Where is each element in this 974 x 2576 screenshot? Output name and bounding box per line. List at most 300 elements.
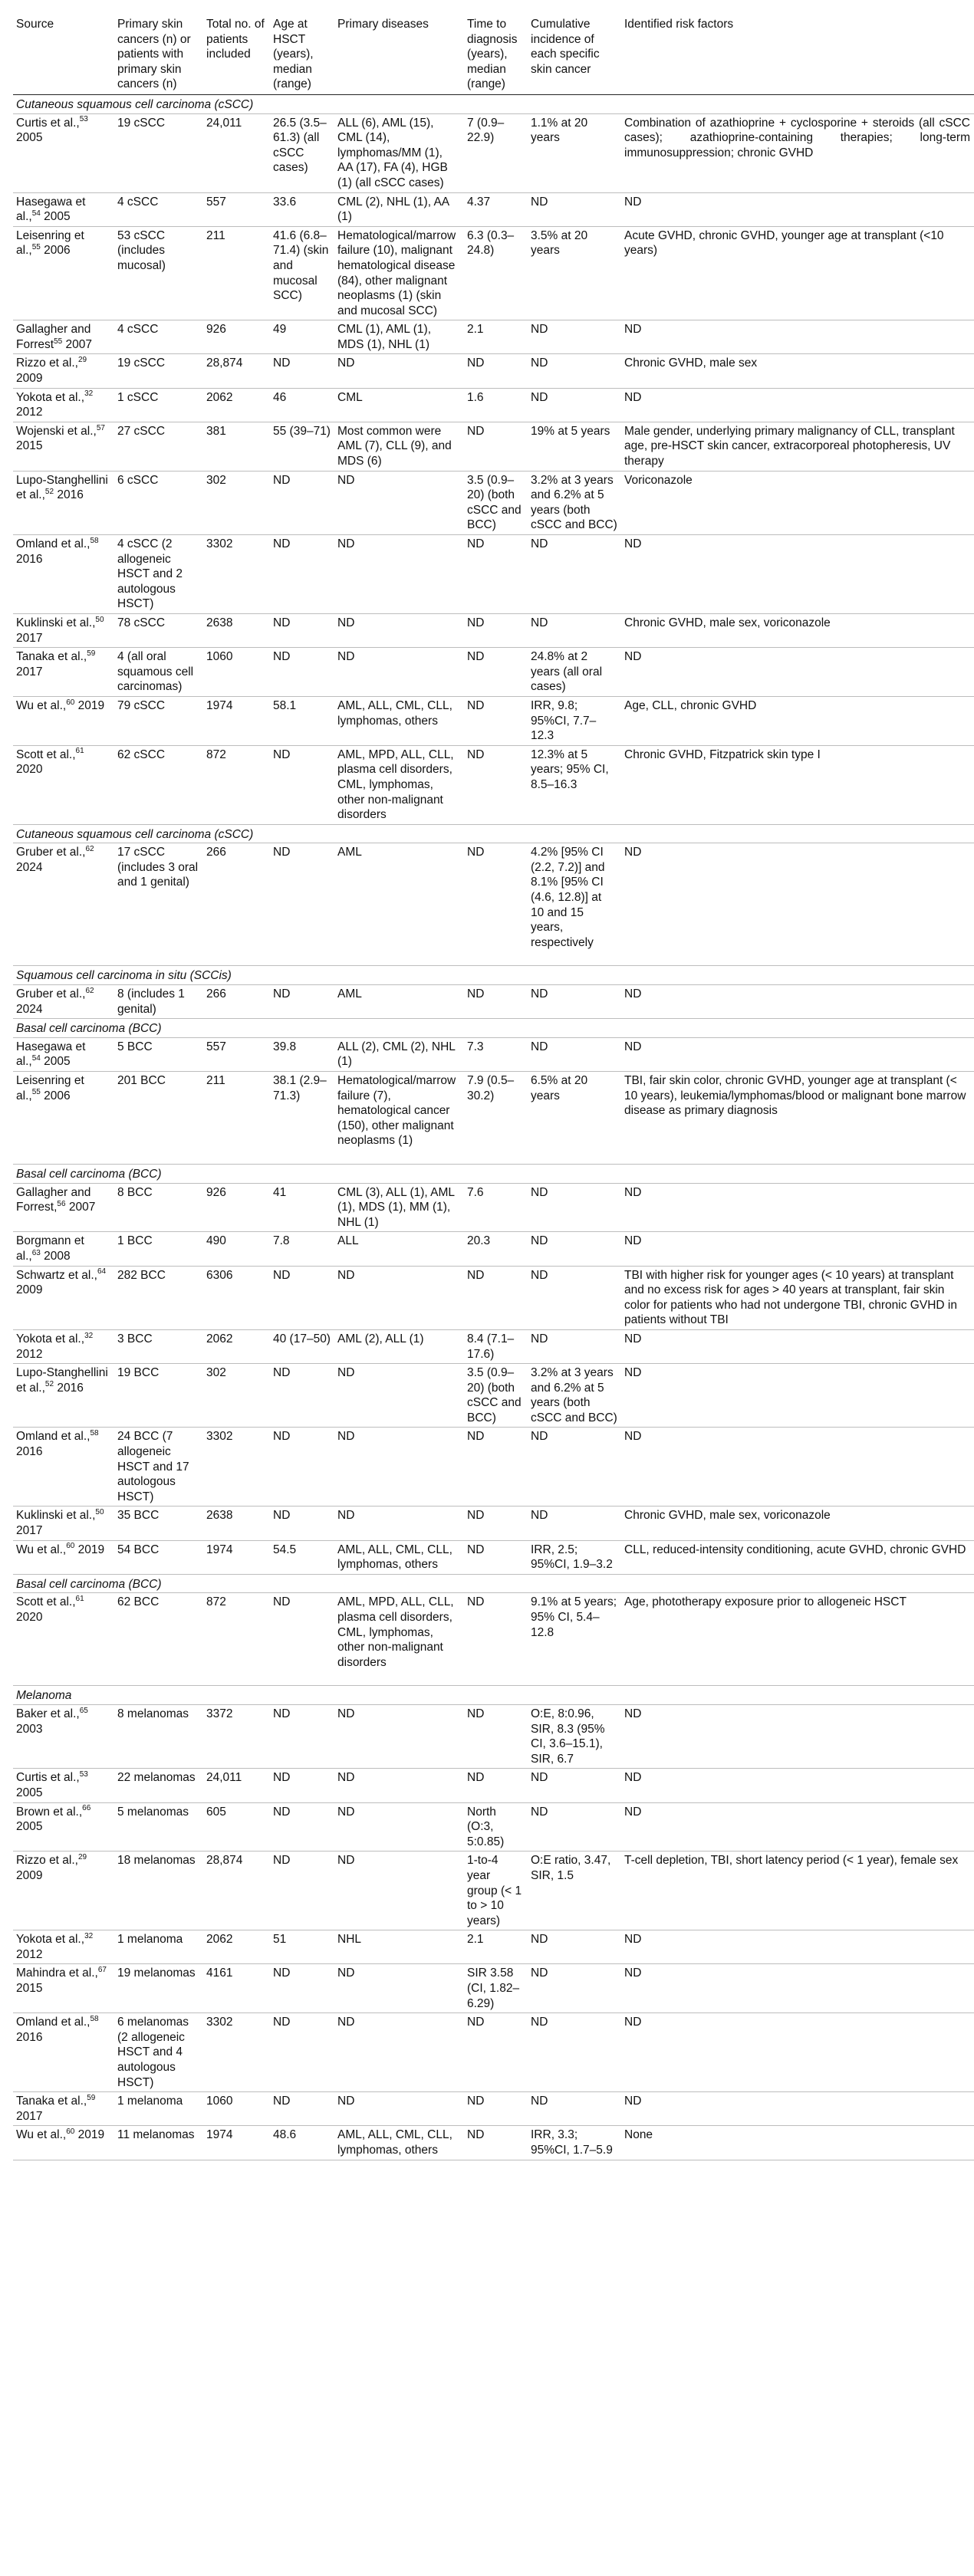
source-authors: Lupo-Stanghellini et al., [16,473,108,502]
time-to-diagnosis-cell: ND [464,745,528,824]
source-cell [13,843,114,966]
reference-number: 50 [95,1508,104,1517]
reference-number: 52 [44,487,54,496]
primary-skin-cancers-cell: 4 cSCC [114,320,203,354]
time-to-diagnosis-cell: ND [464,1593,528,1686]
primary-skin-cancers-cell: 282 BCC [114,1266,203,1329]
total-patients-cell: 3302 [203,2013,270,2092]
total-patients-cell: 872 [203,745,270,824]
cumulative-incidence-cell: IRR, 2.5; 95%CI, 1.9–3.2 [528,1540,621,1574]
primary-diseases-cell: ND [334,1704,464,1768]
source-cell [13,1183,114,1232]
total-patients-cell: 4161 [203,1964,270,2013]
primary-skin-cancers-cell: 62 BCC [114,1593,203,1686]
section-heading: Basal cell carcinoma (BCC) [13,1164,974,1183]
source-year: 2012 [16,1347,43,1361]
risk-factors-cell: CLL, reduced-intensity conditioning, acute GVHD, chronic GVHD [621,1540,974,1574]
risk-factors-cell: ND [621,648,974,697]
age-at-hsct-cell: 54.5 [270,1540,334,1574]
source-year: 2007 [65,337,93,351]
reference-number: 56 [57,1199,66,1208]
primary-diseases-cell: Most common were AML (7), CLL (9), and MDS (6) [334,422,464,471]
primary-skin-cancers-cell: 4 cSCC (2 allogeneic HSCT and 2 autologous HSCT) [114,535,203,614]
primary-diseases-cell: AML, ALL, CML, CLL, lymphomas, others [334,1540,464,1574]
primary-diseases-cell: CML (3), ALL (1), AML (1), MDS (1), MM (1), NHL (1) [334,1183,464,1232]
table-row [13,192,974,226]
primary-skin-cancers-cell: 78 cSCC [114,613,203,647]
source-authors: Kuklinski et al., [16,616,96,629]
source-authors: Mahindra et al., [16,1967,98,1980]
table-header-row [13,2,974,94]
age-at-hsct-cell: ND [270,1704,334,1768]
source-cell [13,226,114,320]
reference-number: 65 [79,1706,88,1715]
source-authors: Omland et al., [16,2016,90,2029]
cumulative-incidence-cell: ND [528,354,621,388]
source-year: 2005 [16,1786,43,1799]
source-cell [13,192,114,226]
reference-number: 50 [95,615,104,624]
source-authors: Rizzo et al., [16,1854,78,1868]
source-authors: Schwartz et al., [16,1268,97,1282]
age-at-hsct-cell: ND [270,613,334,647]
primary-skin-cancers-cell: 1 cSCC [114,388,203,422]
reference-number: 58 [90,536,99,545]
primary-diseases-cell: Hematological/marrow failure (10), malignant hematological disease (84), other malignant neoplasms (1) (skin and mucosal SCC) [334,226,464,320]
primary-skin-cancers-cell: 8 (includes 1 genital) [114,985,203,1019]
time-to-diagnosis-cell: 7.9 (0.5–30.2) [464,1072,528,1165]
cumulative-incidence-cell: ND [528,2092,621,2126]
primary-skin-cancers-cell: 53 cSCC (includes mucosal) [114,226,203,320]
primary-skin-cancers-cell: 1 melanoma [114,1930,203,1964]
age-at-hsct-cell: ND [270,745,334,824]
source-authors: Wu et al., [16,1543,67,1556]
source-authors: Wu et al., [16,2128,67,2142]
source-cell [13,696,114,745]
age-at-hsct-cell: ND [270,1266,334,1329]
source-cell [13,1364,114,1428]
time-to-diagnosis-cell: ND [464,422,528,471]
risk-factors-cell: ND [621,1329,974,1363]
table-row [13,1037,974,1071]
source-year: 2003 [16,1722,43,1736]
age-at-hsct-cell: ND [270,843,334,966]
age-at-hsct-cell: 49 [270,320,334,354]
table-row [13,2013,974,2092]
cumulative-incidence-cell: ND [528,320,621,354]
table-row [13,843,974,966]
source-cell [13,1072,114,1165]
source-year: 2020 [16,1611,43,1624]
time-to-diagnosis-cell: 7.6 [464,1183,528,1232]
source-year: 2008 [44,1249,71,1263]
risk-factors-cell: None [621,2126,974,2160]
risk-factors-cell: ND [621,1964,974,2013]
cumulative-incidence-cell: ND [528,1266,621,1329]
age-at-hsct-cell: 55 (39–71) [270,422,334,471]
cumulative-incidence-cell: 9.1% at 5 years; 95% CI, 5.4–12.8 [528,1593,621,1686]
source-cell [13,1964,114,2013]
risk-factors-cell: ND [621,1037,974,1071]
primary-skin-cancers-cell: 4 cSCC [114,192,203,226]
source-year: 2016 [16,2030,43,2044]
time-to-diagnosis-cell: ND [464,843,528,966]
source-year: 2019 [77,1543,105,1556]
risk-factors-cell: ND [621,1232,974,1266]
reference-number: 62 [85,845,94,854]
source-year: 2005 [44,1055,71,1069]
risk-factors-cell: T-cell depletion, TBI, short latency period (< 1 year), female sex [621,1852,974,1930]
time-to-diagnosis-cell: 20.3 [464,1232,528,1266]
source-authors: Borgmann et al., [16,1234,84,1263]
source-year: 2015 [16,1982,43,1996]
source-year: 2019 [77,698,105,712]
age-at-hsct-cell: 26.5 (3.5–61.3) (all cSCC cases) [270,113,334,192]
primary-skin-cancers-cell: 201 BCC [114,1072,203,1165]
primary-diseases-cell: AML, MPD, ALL, CLL, plasma cell disorders, CML, lymphomas, other non-malignant disorders [334,745,464,824]
primary-skin-cancers-cell: 35 BCC [114,1506,203,1540]
source-cell [13,1769,114,1802]
source-year: 2005 [16,131,43,145]
source-authors: Omland et al., [16,537,90,550]
cumulative-incidence-cell: 19% at 5 years [528,422,621,471]
section-heading: Basal cell carcinoma (BCC) [13,1574,974,1593]
source-cell [13,985,114,1019]
source-authors: Gallagher and Forrest [16,323,91,351]
source-cell [13,1506,114,1540]
source-authors: Tanaka et al., [16,2095,87,2108]
source-authors: Hasegawa et al., [16,195,86,224]
reference-number: 60 [66,1542,75,1551]
primary-diseases-cell: ND [334,1266,464,1329]
primary-skin-cancers-cell: 5 melanomas [114,1802,203,1852]
reference-number: 64 [97,1267,107,1276]
primary-diseases-cell: AML (2), ALL (1) [334,1329,464,1363]
time-to-diagnosis-cell: SIR 3.58 (CI, 1.82–6.29) [464,1964,528,2013]
source-authors: Hasegawa et al., [16,1040,86,1069]
total-patients-cell: 266 [203,843,270,966]
primary-skin-cancers-cell: 54 BCC [114,1540,203,1574]
table-row [13,2126,974,2160]
reference-number: 60 [66,698,75,707]
table-row [13,471,974,534]
risk-factors-cell: Male gender, underlying primary malignancy of CLL, transplant age, pre-HSCT skin cancer, extracorporeal photopheresis, UV therapy [621,422,974,471]
total-patients-cell: 2638 [203,1506,270,1540]
cumulative-incidence-cell: O:E, 8:0.96, SIR, 8.3 (95% CI, 3.6–15.1), SIR, 6.7 [528,1704,621,1768]
age-at-hsct-cell: 46 [270,388,334,422]
time-to-diagnosis-cell: 2.1 [464,320,528,354]
age-at-hsct-cell: ND [270,535,334,614]
time-to-diagnosis-cell: 3.5 (0.9–20) (both cSCC and BCC) [464,1364,528,1428]
risk-factors-cell: Age, phototherapy exposure prior to allogeneic HSCT [621,1593,974,1686]
cumulative-incidence-cell: ND [528,192,621,226]
source-year: 2017 [16,665,43,678]
risk-factors-cell: Chronic GVHD, Fitzpatrick skin type I [621,745,974,824]
source-authors: Yokota et al., [16,1332,85,1346]
age-at-hsct-cell: ND [270,1506,334,1540]
table-row [13,1072,974,1165]
reference-number: 32 [84,1331,94,1340]
source-cell [13,320,114,354]
cumulative-incidence-cell: ND [528,1964,621,2013]
header-time-to-diagnosis: Time to diagnosis (years), median (range) [464,2,528,94]
time-to-diagnosis-cell: ND [464,648,528,697]
cumulative-incidence-cell: ND [528,1769,621,1802]
age-at-hsct-cell: 7.8 [270,1232,334,1266]
time-to-diagnosis-cell: 4.37 [464,192,528,226]
cumulative-incidence-cell: 1.1% at 20 years [528,113,621,192]
reference-number: 59 [87,649,96,658]
age-at-hsct-cell: 41.6 (6.8–71.4) (skin and mucosal SCC) [270,226,334,320]
source-cell [13,648,114,697]
cumulative-incidence-cell: ND [528,1930,621,1964]
age-at-hsct-cell: ND [270,354,334,388]
time-to-diagnosis-cell: 7.3 [464,1037,528,1071]
total-patients-cell: 2638 [203,613,270,647]
cumulative-incidence-cell: ND [528,1037,621,1071]
risk-factors-cell: ND [621,535,974,614]
time-to-diagnosis-cell: 1.6 [464,388,528,422]
reference-number: 54 [31,209,41,218]
primary-diseases-cell: ND [334,1964,464,2013]
source-year: 2009 [16,372,43,386]
age-at-hsct-cell: ND [270,1802,334,1852]
source-cell [13,1704,114,1768]
total-patients-cell: 926 [203,1183,270,1232]
primary-skin-cancers-cell: 6 melanomas (2 allogeneic HSCT and 4 autologous HSCT) [114,2013,203,2092]
document-page [0,2,974,2576]
time-to-diagnosis-cell: ND [464,1769,528,1802]
risk-factors-cell: ND [621,1802,974,1852]
primary-diseases-cell: ND [334,1428,464,1506]
total-patients-cell: 2062 [203,1329,270,1363]
cumulative-incidence-cell: ND [528,1802,621,1852]
section-heading: Melanoma [13,1686,974,1705]
header-primary-diseases: Primary diseases [334,2,464,94]
table-row [13,1802,974,1852]
source-cell [13,113,114,192]
cumulative-incidence-cell: ND [528,613,621,647]
cumulative-incidence-cell: ND [528,535,621,614]
table-row [13,113,974,192]
risk-factors-cell: Chronic GVHD, male sex, voriconazole [621,613,974,647]
total-patients-cell: 3302 [203,535,270,614]
source-cell [13,2126,114,2160]
reference-number: 29 [77,1853,87,1862]
total-patients-cell: 490 [203,1232,270,1266]
primary-skin-cancers-cell: 6 cSCC [114,471,203,534]
source-cell [13,1802,114,1852]
age-at-hsct-cell: ND [270,1852,334,1930]
time-to-diagnosis-cell: ND [464,2092,528,2126]
age-at-hsct-cell: 38.1 (2.9–71.3) [270,1072,334,1165]
cumulative-incidence-cell: ND [528,1183,621,1232]
total-patients-cell: 3372 [203,1704,270,1768]
table-row [13,1266,974,1329]
source-year: 2006 [44,1089,71,1102]
source-cell [13,2013,114,2092]
source-year: 2016 [57,1381,84,1395]
total-patients-cell: 28,874 [203,354,270,388]
reference-number: 52 [44,1380,54,1389]
total-patients-cell: 1060 [203,648,270,697]
source-authors: Omland et al., [16,1430,90,1444]
cumulative-incidence-cell: 12.3% at 5 years; 95% CI, 8.5–16.3 [528,745,621,824]
risk-factors-cell: ND [621,1364,974,1428]
risk-factors-cell: ND [621,2092,974,2126]
reference-number: 55 [31,1088,41,1097]
age-at-hsct-cell: ND [270,1769,334,1802]
source-year: 2016 [16,1445,43,1459]
source-authors: Rizzo et al., [16,356,78,370]
primary-skin-cancers-cell: 17 cSCC (includes 3 oral and 1 genital) [114,843,203,966]
table-row [13,388,974,422]
age-at-hsct-cell: ND [270,648,334,697]
table-row [13,422,974,471]
total-patients-cell: 381 [203,422,270,471]
source-year: 2009 [16,1283,43,1297]
source-authors: Yokota et al., [16,390,85,404]
source-authors: Scott et al., [16,748,76,761]
total-patients-cell: 211 [203,1072,270,1165]
source-authors: Baker et al., [16,1707,80,1720]
source-year: 2024 [16,1002,43,1016]
risk-factors-cell: ND [621,320,974,354]
cumulative-incidence-cell: IRR, 9.8; 95%CI, 7.7–12.3 [528,696,621,745]
cumulative-incidence-cell: 6.5% at 20 years [528,1072,621,1165]
risk-factors-cell: Combination of azathioprine + cyclosporine + steroids (all cSCC cases); azathioprine-containing therapies; long-term immunosuppression; chronic GVHD [621,113,974,192]
age-at-hsct-cell: ND [270,1364,334,1428]
section-heading-row [13,1019,974,1038]
table-row [13,1232,974,1266]
primary-diseases-cell: ND [334,1769,464,1802]
primary-diseases-cell: CML (2), NHL (1), AA (1) [334,192,464,226]
source-cell [13,1593,114,1686]
total-patients-cell: 266 [203,985,270,1019]
source-cell [13,1852,114,1930]
cumulative-incidence-cell: 3.5% at 20 years [528,226,621,320]
primary-diseases-cell: ND [334,1506,464,1540]
time-to-diagnosis-cell: ND [464,354,528,388]
time-to-diagnosis-cell: ND [464,1540,528,1574]
risk-factors-cell: Chronic GVHD, male sex [621,354,974,388]
source-year: 2017 [16,631,43,645]
age-at-hsct-cell: 48.6 [270,2126,334,2160]
primary-skin-cancers-cell: 19 melanomas [114,1964,203,2013]
cumulative-incidence-cell: ND [528,2013,621,2092]
section-heading-row [13,1686,974,1705]
primary-skin-cancers-cell: 8 BCC [114,1183,203,1232]
primary-skin-cancers-cell: 5 BCC [114,1037,203,1071]
source-cell [13,1266,114,1329]
source-cell [13,535,114,614]
source-year: 2020 [16,763,43,777]
table-row [13,1964,974,2013]
primary-diseases-cell: ND [334,535,464,614]
primary-skin-cancers-cell: 4 (all oral squamous cell carcinomas) [114,648,203,697]
risk-factors-cell: ND [621,985,974,1019]
source-authors: Tanaka et al., [16,650,87,664]
total-patients-cell: 24,011 [203,113,270,192]
table-row [13,1364,974,1428]
total-patients-cell: 6306 [203,1266,270,1329]
reference-number: 60 [66,2128,75,2137]
source-year: 2006 [44,244,71,258]
primary-skin-cancers-cell: 24 BCC (7 allogeneic HSCT and 17 autologous HSCT) [114,1428,203,1506]
age-at-hsct-cell: ND [270,985,334,1019]
primary-diseases-cell: AML [334,843,464,966]
source-year: 2016 [16,552,43,566]
source-year: 2007 [68,1201,96,1214]
primary-diseases-cell: CML (1), AML (1), MDS (1), NHL (1) [334,320,464,354]
table-row [13,535,974,614]
primary-diseases-cell: ND [334,471,464,534]
section-heading: Cutaneous squamous cell carcinoma (cSCC) [13,94,974,113]
primary-skin-cancers-cell: 18 melanomas [114,1852,203,1930]
source-cell [13,1428,114,1506]
source-authors: Yokota et al., [16,1933,85,1947]
source-year: 2005 [16,1820,43,1834]
table-row [13,1506,974,1540]
primary-diseases-cell: ALL (6), AML (15), CML (14), lymphomas/MM (1), AA (17), FA (4), HGB (1) (all cSCC cases) [334,113,464,192]
cumulative-incidence-cell: 3.2% at 3 years and 6.2% at 5 years (both cSCC and BCC) [528,471,621,534]
time-to-diagnosis-cell: ND [464,1704,528,1768]
time-to-diagnosis-cell: ND [464,535,528,614]
source-year: 2017 [16,1524,43,1538]
header-risk-factors: Identified risk factors [621,2,974,94]
age-at-hsct-cell: 33.6 [270,192,334,226]
cumulative-incidence-cell: ND [528,388,621,422]
risk-factors-cell: ND [621,1183,974,1232]
table-row [13,1930,974,1964]
risk-factors-cell: Acute GVHD, chronic GVHD, younger age at transplant (<10 years) [621,226,974,320]
source-cell [13,471,114,534]
reference-number: 29 [77,356,87,365]
time-to-diagnosis-cell: ND [464,1266,528,1329]
age-at-hsct-cell: 41 [270,1183,334,1232]
source-year: 2005 [44,210,71,224]
section-heading-row [13,966,974,985]
source-authors: Wu et al., [16,698,67,712]
primary-diseases-cell: ND [334,1364,464,1428]
source-year: 2016 [57,488,84,502]
risk-factors-cell: ND [621,388,974,422]
primary-diseases-cell: ND [334,613,464,647]
time-to-diagnosis-cell: ND [464,613,528,647]
time-to-diagnosis-cell: 1-to-4 year group (< 1 to > 10 years) [464,1852,528,1930]
primary-skin-cancers-cell: 8 melanomas [114,1704,203,1768]
cumulative-incidence-cell: IRR, 3.3; 95%CI, 1.7–5.9 [528,2126,621,2160]
time-to-diagnosis-cell: North (O:3, 5:0.85) [464,1802,528,1852]
reference-number: 57 [96,423,105,432]
reference-number: 32 [84,389,94,399]
primary-diseases-cell: ND [334,2013,464,2092]
primary-diseases-cell: ALL (2), CML (2), NHL (1) [334,1037,464,1071]
source-authors: Leisenring et al., [16,1074,84,1102]
total-patients-cell: 2062 [203,388,270,422]
table-row [13,648,974,697]
primary-skin-cancers-cell: 19 BCC [114,1364,203,1428]
age-at-hsct-cell: ND [270,1964,334,2013]
reference-number: 61 [75,1595,84,1604]
cumulative-incidence-cell: ND [528,985,621,1019]
source-cell [13,354,114,388]
table-row [13,696,974,745]
reference-number: 55 [54,337,63,346]
time-to-diagnosis-cell: ND [464,985,528,1019]
table-row [13,1428,974,1506]
table-row [13,745,974,824]
